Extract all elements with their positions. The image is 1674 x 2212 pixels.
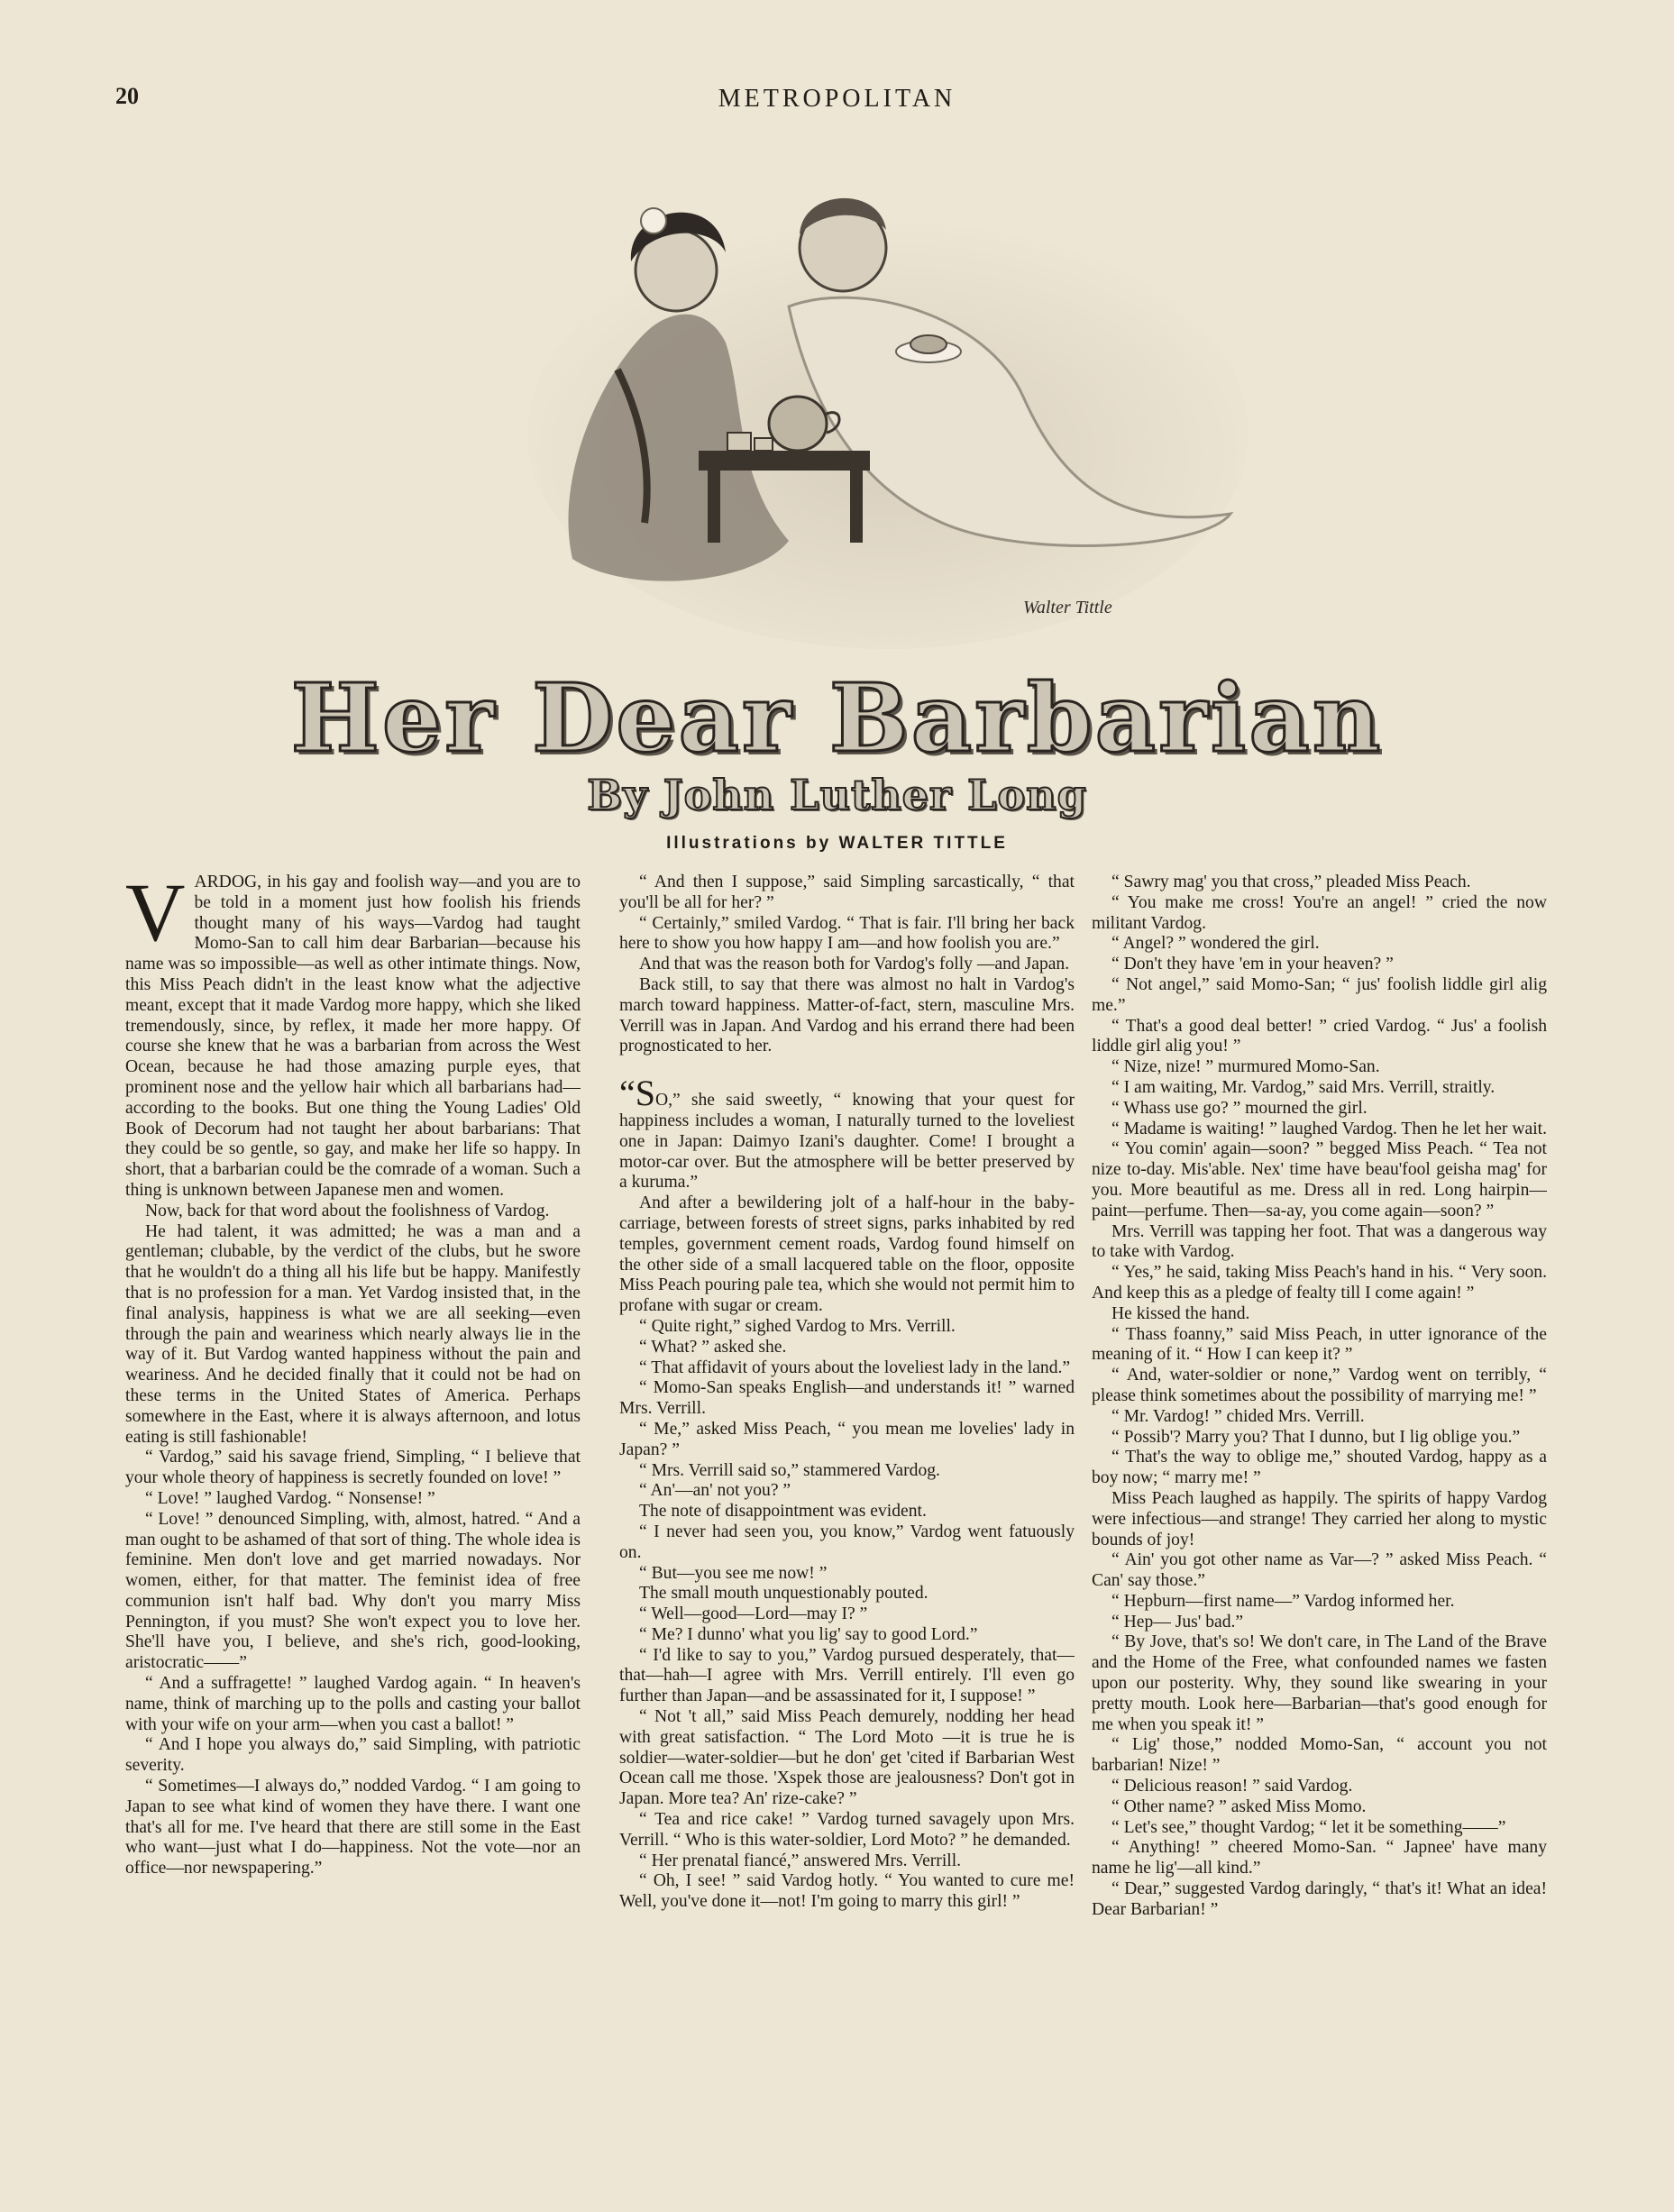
running-head: METROPOLITAN bbox=[718, 85, 956, 113]
paragraph: “ Oh, I see! ” said Vardog hotly. “ You wanted to cure me! Well, you've done it—not! I'm going to marry this girl! ” bbox=[619, 1871, 1075, 1912]
paragraph: “ Let's see,” thought Vardog; “ let it be something——” bbox=[1111, 1817, 1506, 1837]
paragraph: “ Sometimes—I always do,” nodded Vardog. “ I am going to Japan to see what kind of women they have there. I want one that's all for me. I've heard that there are still some in the East who want—just what I do—happiness. Not the vote—nor an office—nor newspapering.” bbox=[125, 1777, 581, 1878]
article-byline: By John Luther Long bbox=[587, 771, 1087, 819]
paragraph: “ I am waiting, Mr. Vardog,” said Mrs. Verrill, straitly. bbox=[1111, 1077, 1496, 1097]
paragraph: Miss Peach laughed as happily. The spirits of happy Vardog were infectious—and strange! They carried her along to mystic bounds of joy! bbox=[1092, 1488, 1547, 1549]
paragraph: Now, back for that word about the foolishness of Vardog. bbox=[145, 1201, 550, 1220]
paragraph: “ That affidavit of yours about the loveliest lady in the land.” bbox=[639, 1357, 1071, 1377]
paragraph: “ Hepburn—first name—” Vardog informed her. bbox=[1111, 1591, 1455, 1611]
paragraph: “ Me,” asked Miss Peach, “ you mean me lovelies' lady in Japan? ” bbox=[619, 1419, 1075, 1459]
paragraph: VARDOG, in his gay and foolish way—and you are to be told in a moment just how foolish his friends thought many of his ways—Vardog had taught Momo-San to call him dear Barbarian—because his name was so impossible—as well as other intimate things. Now, this Miss Peach didn't in the least know what the adjective meant, except that it made Vardog more happy, which she liked tremendously, since, by reflex, it made her more happy. Of course she knew that he was a barbarian from across the West Ocean, because he had those amazing purple eyes, that prominent nose and the yellow hair which all barbarians had—according to the books. But one thing the Young Ladies' Old Book of Decorum had not taught her about barbarians: That they could be so gentle, so gay, and make her life so happy. In short, that a barbarian could be the comrade of a woman. Such a thing is unknown between Japanese men and women. bbox=[125, 873, 581, 1200]
paragraph: Mrs. Verrill was tapping her foot. That was a dangerous way to take with Vardog. bbox=[1092, 1221, 1547, 1262]
paragraph: And that was the reason both for Vardog's folly —and Japan. bbox=[639, 955, 1070, 974]
paragraph: “ Anything! ” cheered Momo-San. “ Japnee' have many name he lig'—all kind.” bbox=[1092, 1838, 1547, 1878]
paragraph: “ Possib'? Marry you? That I dunno, but I lig oblige you.” bbox=[1111, 1427, 1521, 1447]
drop-cap: V bbox=[125, 873, 186, 958]
paragraph: The small mouth unquestionably pouted. bbox=[639, 1584, 928, 1604]
paragraph: “ But—you see me now! ” bbox=[639, 1563, 828, 1583]
paragraph: “ Certainly,” smiled Vardog. “ That is fair. I'll bring her back here to show you how happy I am—and how foolish you are.” bbox=[619, 913, 1075, 954]
paragraph: “ Momo-San speaks English—and understands it! ” warned Mrs. Verrill. bbox=[619, 1378, 1075, 1419]
page-number: 20 bbox=[115, 83, 139, 109]
paragraph: “ An'—an' not you? ” bbox=[639, 1481, 791, 1501]
paragraph: “ By Jove, that's so! We don't care, in The Land of the Brave and the Home of the Free, what confounded names we fasten upon our posterity. Why, they sound like swearing in your pretty mouth. Look here—Barbarian—that's good enough for me when you speak it! ” bbox=[1092, 1632, 1547, 1734]
paragraph: “ Ain' you got other name as Var—? ” asked Miss Peach. “ Can' say those.” bbox=[1092, 1550, 1547, 1591]
text-column-2 bbox=[619, 873, 1075, 2189]
paragraph: “ Other name? ” asked Miss Momo. bbox=[1111, 1796, 1367, 1816]
paragraph: “ Dear,” suggested Vardog daringly, “ that's it! What an idea! Dear Barbarian! ” bbox=[1092, 1879, 1547, 1919]
paragraph: “ Quite right,” sighed Vardog to Mrs. Verrill. bbox=[639, 1316, 956, 1336]
illustration-couple-tea-icon bbox=[518, 135, 1258, 649]
illustration-credit: Illustrations by WALTER TITTLE bbox=[666, 834, 1008, 853]
paragraph: “ I'd like to say to you,” Vardog pursued desperately, that—that—hah—I agree with Mrs. Verrill entirely. I'll even go further than Japan—and be assassinated for it, I suppose! ” bbox=[619, 1645, 1075, 1706]
paragraph: “ Sawry mag' you that cross,” pleaded Miss Peach. bbox=[1111, 873, 1471, 891]
paragraph: “ And, water-soldier or none,” Vardog went on terribly, “ please think sometimes about the possibility of marrying me! ” bbox=[1092, 1366, 1547, 1405]
paragraph: “ You comin' again—soon? ” begged Miss Peach. “ Tea not nize to-day. Mis'able. Nex' time have beau'fool geisha mag' for you. More beautiful as me. Dress all in red. Long hairpin—paint—perfume. Then—sa-ay, you come again—soon? ” bbox=[1092, 1139, 1547, 1220]
section-start-paragraph: “SO,” she said sweetly, “ knowing that your quest for happiness includes a woman, I naturally turned to the loveliest one in Japan: Daimyo Izani's daughter. Come! I brought a motor-car over. But the atmosphere will be better preserved by a kuruma.” bbox=[619, 1073, 1075, 1193]
article-title: Her Dear Barbarian bbox=[290, 663, 1384, 773]
paragraph: “ Don't they have 'em in your heaven? ” bbox=[1111, 955, 1394, 974]
paragraph: “ What? ” asked she. bbox=[639, 1337, 787, 1357]
paragraph: “ Me? I dunno' what you lig' say to good Lord.” bbox=[639, 1624, 978, 1644]
paragraph: “ Thass foanny,” said Miss Peach, in utter ignorance of the meaning of it. “ How I can keep it? ” bbox=[1092, 1324, 1547, 1365]
paragraph: “ Lig' those,” nodded Momo-San, “ account you not barbarian! Nize! ” bbox=[1092, 1735, 1547, 1776]
paragraph: “ Her prenatal fiancé,” answered Mrs. Verrill. bbox=[639, 1851, 962, 1870]
section-initial: “S bbox=[619, 1073, 655, 1114]
paragraph: He kissed the hand. bbox=[1111, 1303, 1250, 1323]
paragraph: “ I never had seen you, you know,” Vardog went fatuously on. bbox=[619, 1522, 1075, 1562]
paragraph: “ That's a good deal better! ” cried Vardog. “ Jus' a foolish liddle girl alig you! ” bbox=[1092, 1016, 1547, 1056]
paragraph: “ Madame is waiting! ” laughed Vardog. Then he let her wait. bbox=[1111, 1119, 1547, 1138]
text-column-1 bbox=[125, 873, 581, 2189]
illustration-signature: Walter Tittle bbox=[1023, 598, 1112, 617]
paragraph: “ Mr. Vardog! ” chided Mrs. Verrill. bbox=[1111, 1406, 1365, 1426]
paragraph: “ Mrs. Verrill said so,” stammered Vardog. bbox=[639, 1460, 940, 1480]
paragraph: “ And I hope you always do,” said Simpling, with patriotic severity. bbox=[125, 1735, 581, 1776]
paragraph: “ Delicious reason! ” said Vardog. bbox=[1111, 1777, 1353, 1796]
paragraph: “ Yes,” he said, taking Miss Peach's hand in his. “ Very soon. And keep this as a pledge of fealty till I come again! ” bbox=[1092, 1263, 1547, 1303]
paragraph: “ And a suffragette! ” laughed Vardog again. “ In heaven's name, think of marching up to the polls and casting your ballot with your wife on your arm—when you cast a ballot! ” bbox=[125, 1674, 581, 1734]
paragraph: “ Love! ” laughed Vardog. “ Nonsense! ” bbox=[145, 1488, 435, 1508]
paragraph: “ That's the way to oblige me,” shouted Vardog, happy as a boy now; “ marry me! ” bbox=[1092, 1448, 1547, 1488]
paragraph: “ Tea and rice cake! ” Vardog turned savagely upon Mrs. Verrill. “ Who is this water-soldier, Lord Moto? ” he demanded. bbox=[619, 1810, 1075, 1850]
paragraph: “ And then I suppose,” said Simpling sarcastically, “ that you'll be all for her? ” bbox=[619, 873, 1075, 912]
text-column-3 bbox=[1092, 873, 1547, 2189]
paragraph: “ You make me cross! You're an angel! ” cried the now militant Vardog. bbox=[1092, 892, 1547, 933]
illustration-svg bbox=[518, 135, 1258, 649]
paragraph: “ Well—good—Lord—may I? ” bbox=[639, 1604, 868, 1624]
paragraph: “ Vardog,” said his savage friend, Simpling, “ I believe that your whole theory of happiness is secretly founded on love! ” bbox=[125, 1448, 581, 1488]
paragraph: He had talent, it was admitted; he was a man and a gentleman; clubable, by the verdict of the clubs, but he swore that he wouldn't do a thing all his life but be happy. Manifestly that is no profession for a man. Yet Vardog insisted that, in the final analysis, happiness is what we are all seeking—even through the pain and weariness which nearly always lie in the way of it. But Vardog wanted happiness without the pain and weariness. And he decided finally that it could not be had on these terms in the United States of America. Perhaps somewhere in the East, where it is always afternoon, and lotus eating is still fashionable! bbox=[125, 1221, 581, 1447]
paragraph: “ Love! ” denounced Simpling, with, almost, hatred. “ And a man ought to be ashamed of that sort of thing. The whole idea is feminine. Men don't love and get married nowadays. Nor women, either, for that matter. The feminist idea of free communion isn't half bad. Why don't you marry Miss Pennington, if you must? She won't expect you to love her. She'll have you, I believe, and she's rich, good-looking, aristocratic——” bbox=[125, 1509, 581, 1673]
paragraph: And after a bewildering jolt of a half-hour in the baby-carriage, between forests of street signs, parks inhabited by red temples, government cement roads, Vardog found himself on the other side of a small lacquered table on the floor, opposite Miss Peach pouring pale tea, which she would not permit him to profane with sugar or cream. bbox=[619, 1193, 1075, 1316]
paragraph: Back still, to say that there was almost no halt in Vardog's march toward happiness. Matter-of-fact, stern, masculine Mrs. Verrill was in Japan. And Vardog and his errand there had been prognosticated to her. bbox=[619, 974, 1075, 1056]
paragraph: “ Not 't all,” said Miss Peach demurely, nodding her head with great satisfaction. “ The Lord Moto —it is true he is soldier—water-soldier—but he don' get 'cited if Barbarian West Ocean call me those. 'Xspek those are jealousness? Don't got in Japan. More tea? An' rize-cake? ” bbox=[619, 1707, 1075, 1809]
paragraph: “ Angel? ” wondered the girl. bbox=[1111, 934, 1320, 954]
paragraph: “ Hep— Jus' bad.” bbox=[1111, 1612, 1244, 1632]
paragraph: “ Not angel,” said Momo-San; “ jus' foolish liddle girl alig me.” bbox=[1092, 974, 1547, 1015]
paragraph: The note of disappointment was evident. bbox=[639, 1502, 927, 1522]
paragraph: “ Whass use go? ” mourned the girl. bbox=[1111, 1098, 1368, 1118]
paragraph: “ Nize, nize! ” murmured Momo-San. bbox=[1111, 1057, 1380, 1077]
